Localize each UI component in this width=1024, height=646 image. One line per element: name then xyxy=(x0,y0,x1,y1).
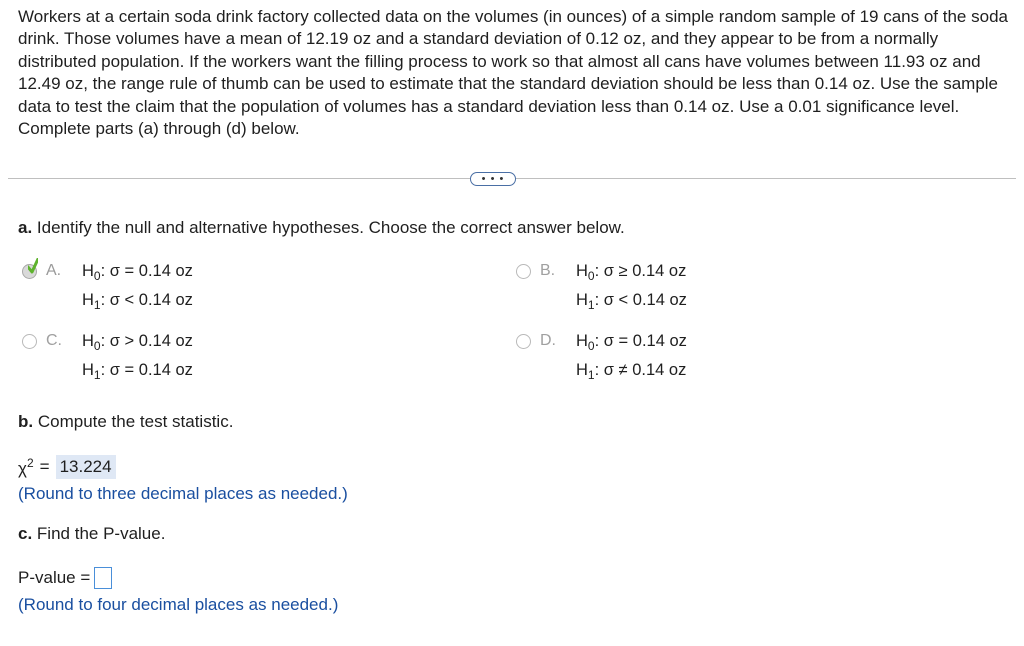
test-statistic-row xyxy=(18,455,116,479)
part-c-hint: (Round to four decimal places as needed.) xyxy=(18,595,339,614)
radio-c[interactable] xyxy=(22,334,37,349)
radio-b[interactable] xyxy=(516,264,531,279)
checkmark-icon xyxy=(28,258,38,274)
test-statistic-answer[interactable]: 13.224 xyxy=(56,455,116,479)
part-a-prompt: Identify the null and alternative hypotheses. Choose the correct answer below. xyxy=(36,218,625,237)
radio-d[interactable] xyxy=(516,334,531,349)
equals-sign: = xyxy=(39,457,50,476)
h1-line: $H_1$: σ < 0.14 oz xyxy=(82,291,193,312)
p-value-input[interactable] xyxy=(94,567,112,589)
part-c-prompt: Find the P-value. xyxy=(36,524,166,543)
part-b-hint: (Round to three decimal places as needed.) xyxy=(18,484,348,503)
option-letter: C. xyxy=(46,332,62,349)
h1-line: $H_1$: σ < 0.14 oz xyxy=(576,291,687,312)
problem-statement: Workers at a certain soda drink factory collected data on the volumes (in ounces) of a simple random sample of 19 cans of the soda drink. Those volumes have a mean of 12.19 oz and a standard deviation of 0.12 oz, and they appear to be from a normally distributed population. If the workers want the filling process to work so that almost all cans have volumes between 11.93 oz and 12.49 oz, the range rule of thumb can be used to estimate that the standard deviation should be less than 0.14 oz. Use the sample data to test the claim that the population of volumes has a standard deviation less than 0.14 oz. Use a 0.01 significance level. Complete parts (a) through (d) below. xyxy=(18,7,1008,139)
part-c-label: c. xyxy=(18,524,33,543)
h1-line: $H_1$: σ = 0.14 oz xyxy=(82,361,193,382)
p-value-row xyxy=(18,567,112,589)
h0-line: $H_0$: σ > 0.14 oz xyxy=(82,332,193,353)
part-c-heading xyxy=(18,524,165,544)
option-letter: B. xyxy=(540,262,556,279)
h0-line: $H_0$: σ ≥ 0.14 oz xyxy=(576,262,687,283)
h0-line: $H_0$: σ = 0.14 oz xyxy=(576,332,687,353)
chi-symbol: $\chi^2$ xyxy=(18,455,34,478)
part-b-label: b. xyxy=(18,412,34,431)
p-value-label: P-value = xyxy=(18,568,91,587)
part-a-label: a. xyxy=(18,218,33,237)
h1-line: $H_1$: σ ≠ 0.14 oz xyxy=(576,361,687,382)
h0-line: $H_0$: σ = 0.14 oz xyxy=(82,262,193,283)
option-letter: A. xyxy=(46,262,62,279)
part-b-heading xyxy=(18,412,233,432)
option-letter: D. xyxy=(540,332,556,349)
part-a-heading xyxy=(18,218,625,238)
expand-more-button[interactable]: • • • xyxy=(470,172,516,186)
part-b-prompt: Compute the test statistic. xyxy=(37,412,234,431)
